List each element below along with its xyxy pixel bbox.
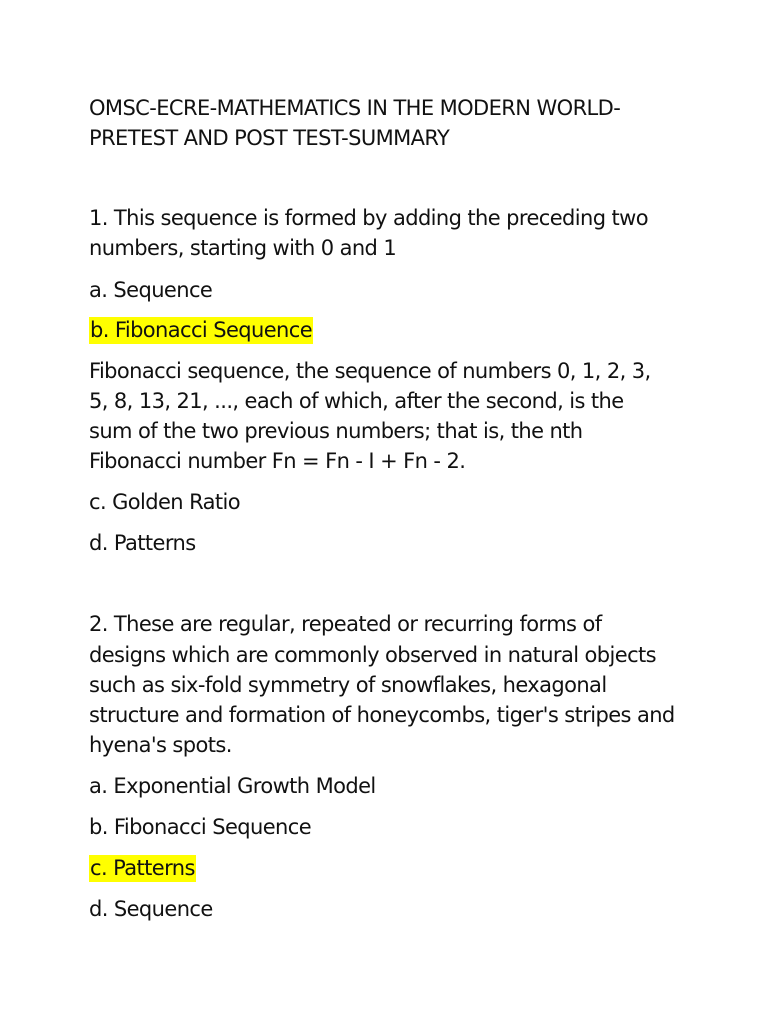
q2-option-a: a. Exponential Growth Model xyxy=(89,774,376,798)
q1-explanation-line-4: Fibonacci number Fn = Fn - I + Fn - 2. xyxy=(89,449,466,473)
q1-question-line-2: numbers, starting with 0 and 1 xyxy=(89,236,397,260)
q2-question-line-4: structure and formation of honeycombs, tiger's stripes and xyxy=(89,703,675,727)
q1-explanation-line-2: 5, 8, 13, 21, ..., each of which, after the second, is the xyxy=(89,389,624,413)
q1-question-line-1: 1. This sequence is formed by adding the preceding two xyxy=(89,206,648,230)
q2-option-c-highlighted xyxy=(89,853,196,883)
document-title-line-2: PRETEST AND POST TEST-SUMMARY xyxy=(89,126,450,150)
q1-option-b-highlighted xyxy=(89,315,313,345)
q1-option-d: d. Patterns xyxy=(89,531,196,555)
q2-question-line-2: designs which are commonly observed in natural objects xyxy=(89,643,657,667)
q2-answer-highlight: c. Patterns xyxy=(90,856,195,880)
q2-option-d: d. Sequence xyxy=(89,897,213,921)
q1-option-a: a. Sequence xyxy=(89,278,213,302)
document-title-line-1: OMSC-ECRE-MATHEMATICS IN THE MODERN WORLD- xyxy=(89,96,621,120)
q2-question-line-3: such as six-fold symmetry of snowflakes, hexagonal xyxy=(89,673,607,697)
q1-option-c: c. Golden Ratio xyxy=(89,490,241,514)
q1-explanation-line-1: Fibonacci sequence, the sequence of numbers 0, 1, 2, 3, xyxy=(89,359,651,383)
q2-question-line-1: 2. These are regular, repeated or recurring forms of xyxy=(89,612,602,636)
q1-explanation-line-3: sum of the two previous numbers; that is, the nth xyxy=(89,419,583,443)
q2-option-b: b. Fibonacci Sequence xyxy=(89,815,312,839)
q1-answer-highlight: b. Fibonacci Sequence xyxy=(90,318,313,342)
q2-question-line-5: hyena's spots. xyxy=(89,733,232,757)
